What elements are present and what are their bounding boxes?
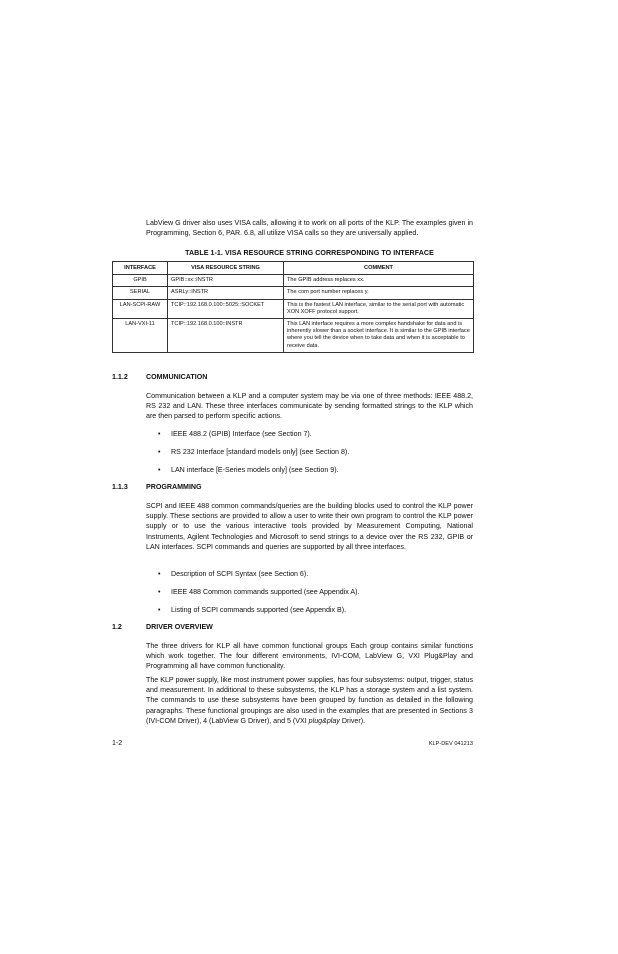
cell-visa-string: TCIP::192.168.0.100::INSTR xyxy=(168,319,284,353)
header-visa-resource-string: VISA RESOURCE STRING xyxy=(168,262,284,275)
section-heading-driver-overview: DRIVER OVERVIEW xyxy=(146,623,213,631)
list-item-text: IEEE 488.2 (GPIB) Interface (see Section 7). xyxy=(171,430,312,438)
table-row xyxy=(113,287,474,299)
driver-overview-paragraph-1: The three drivers for KLP all have common functional groups Each group contains similar functions which work together. The four different environments, IVI-COM, LabView G, VXI Plug&Play and Programming all have common functionality. xyxy=(146,642,473,671)
table-row xyxy=(113,275,474,287)
cell-visa-string: GPIB::xx::INSTR xyxy=(168,275,284,287)
list-item-text: Description of SCPI Syntax (see Section 6). xyxy=(171,570,309,578)
header-comment: COMMENT xyxy=(284,262,474,275)
list-item-text: LAN interface [E-Series models only] (see Section 9). xyxy=(171,466,339,474)
list-item: • IEEE 488.2 (GPIB) Interface (see Section 7). xyxy=(158,430,312,438)
list-item: • LAN interface [E-Series models only] (see Section 9). xyxy=(158,466,339,474)
intro-paragraph: LabView G driver also uses VISA calls, allowing it to work on all ports of the KLP. The examples given in Programming, Section 6, PAR. 6.8, all utilize VISA calls so they are universally applied. xyxy=(146,219,473,238)
section-heading-communication: COMMUNICATION xyxy=(146,373,208,381)
cell-visa-string: TCIP::192.168.0.100::5025::SOCKET xyxy=(168,299,284,318)
cell-visa-string: ASRLy::INSTR xyxy=(168,287,284,299)
table-title: TABLE 1-1. VISA RESOURCE STRING CORRESPONDING TO INTERFACE xyxy=(185,249,434,257)
driver-paragraph-text: The KLP power supply, like most instrument power supplies, has four subsystems: output, trigger, status and measurement. In additional to these subsystems, the KLP has a storage system and a list system. The commands to use these subsystems have been grouped by function as detailed in the following paragraphs. These functional groupings are also used in the examples that are presented in Sections 3 (IVI-COM Driver), 4 (LabView G Driver), and 5 (VXI xyxy=(146,676,473,725)
table-row xyxy=(113,319,474,353)
driver-paragraph-text-end: Driver). xyxy=(339,716,366,725)
driver-paragraph-italic: plug&play xyxy=(308,716,340,725)
section-number: 1.2 xyxy=(112,623,122,631)
page-number: 1-2 xyxy=(112,739,123,747)
cell-interface: LAN-VXI-11 xyxy=(113,319,168,353)
list-item: • IEEE 488 Common commands supported (see Appendix A). xyxy=(158,588,360,596)
cell-interface: LAN-SCPI-RAW xyxy=(113,299,168,318)
list-item: • Listing of SCPI commands supported (see Appendix B). xyxy=(158,606,347,614)
table-header-row xyxy=(113,262,474,275)
list-item-text: RS 232 Interface [standard models only] (see Section 8). xyxy=(171,448,350,456)
visa-resource-table xyxy=(112,261,474,353)
cell-comment: This LAN interface requires a more complex handshake for data and is inherently slower than a socket interface. It is similar to the GPIB interface where you tell the device when to take data and when it is acceptable to receive data. xyxy=(284,319,474,353)
cell-comment: The GPIB address replaces xx. xyxy=(284,275,474,287)
section-number: 1.1.3 xyxy=(112,483,128,491)
cell-interface: GPIB xyxy=(113,275,168,287)
list-item: • RS 232 Interface [standard models only] (see Section 8). xyxy=(158,448,350,456)
list-item-text: Listing of SCPI commands supported (see Appendix B). xyxy=(171,606,347,614)
list-item: • Description of SCPI Syntax (see Section 6). xyxy=(158,570,309,578)
cell-interface: SERIAL xyxy=(113,287,168,299)
section-number: 1.1.2 xyxy=(112,373,128,381)
communication-paragraph: Communication between a KLP and a computer system may be via one of three methods: IEEE 488.2, RS 232 and LAN. These three interfaces communicate by sending formatted strings to the KLP which are then parsed to perform specific actions. xyxy=(146,392,473,421)
section-heading-programming: PROGRAMMING xyxy=(146,483,202,491)
programming-paragraph: SCPI and IEEE 488 common commands/queries are the building blocks used to control the KLP power supply. These sections are provided to allow a user to write their own program to control the KLP power supply or to use the various interactive tools provided by Measurement Computing, National Instruments, Agilent Technologies and Microsoft to send strings to a device over the RS 232, GPIB or LAN interfaces. SCPI commands and queries are supported by all three interfaces. xyxy=(146,502,473,551)
document-id: KLP-DEV 041213 xyxy=(428,741,473,747)
driver-overview-paragraph-2 xyxy=(146,675,473,726)
table-row xyxy=(113,299,474,318)
list-item-text: IEEE 488 Common commands supported (see Appendix A). xyxy=(171,588,360,596)
cell-comment: The com port number replaces y. xyxy=(284,287,474,299)
header-interface: INTERFACE xyxy=(113,262,168,275)
cell-comment: This is the fastest LAN interface, similar to the serial port with automatic XON XOFF protocol support. xyxy=(284,299,474,318)
